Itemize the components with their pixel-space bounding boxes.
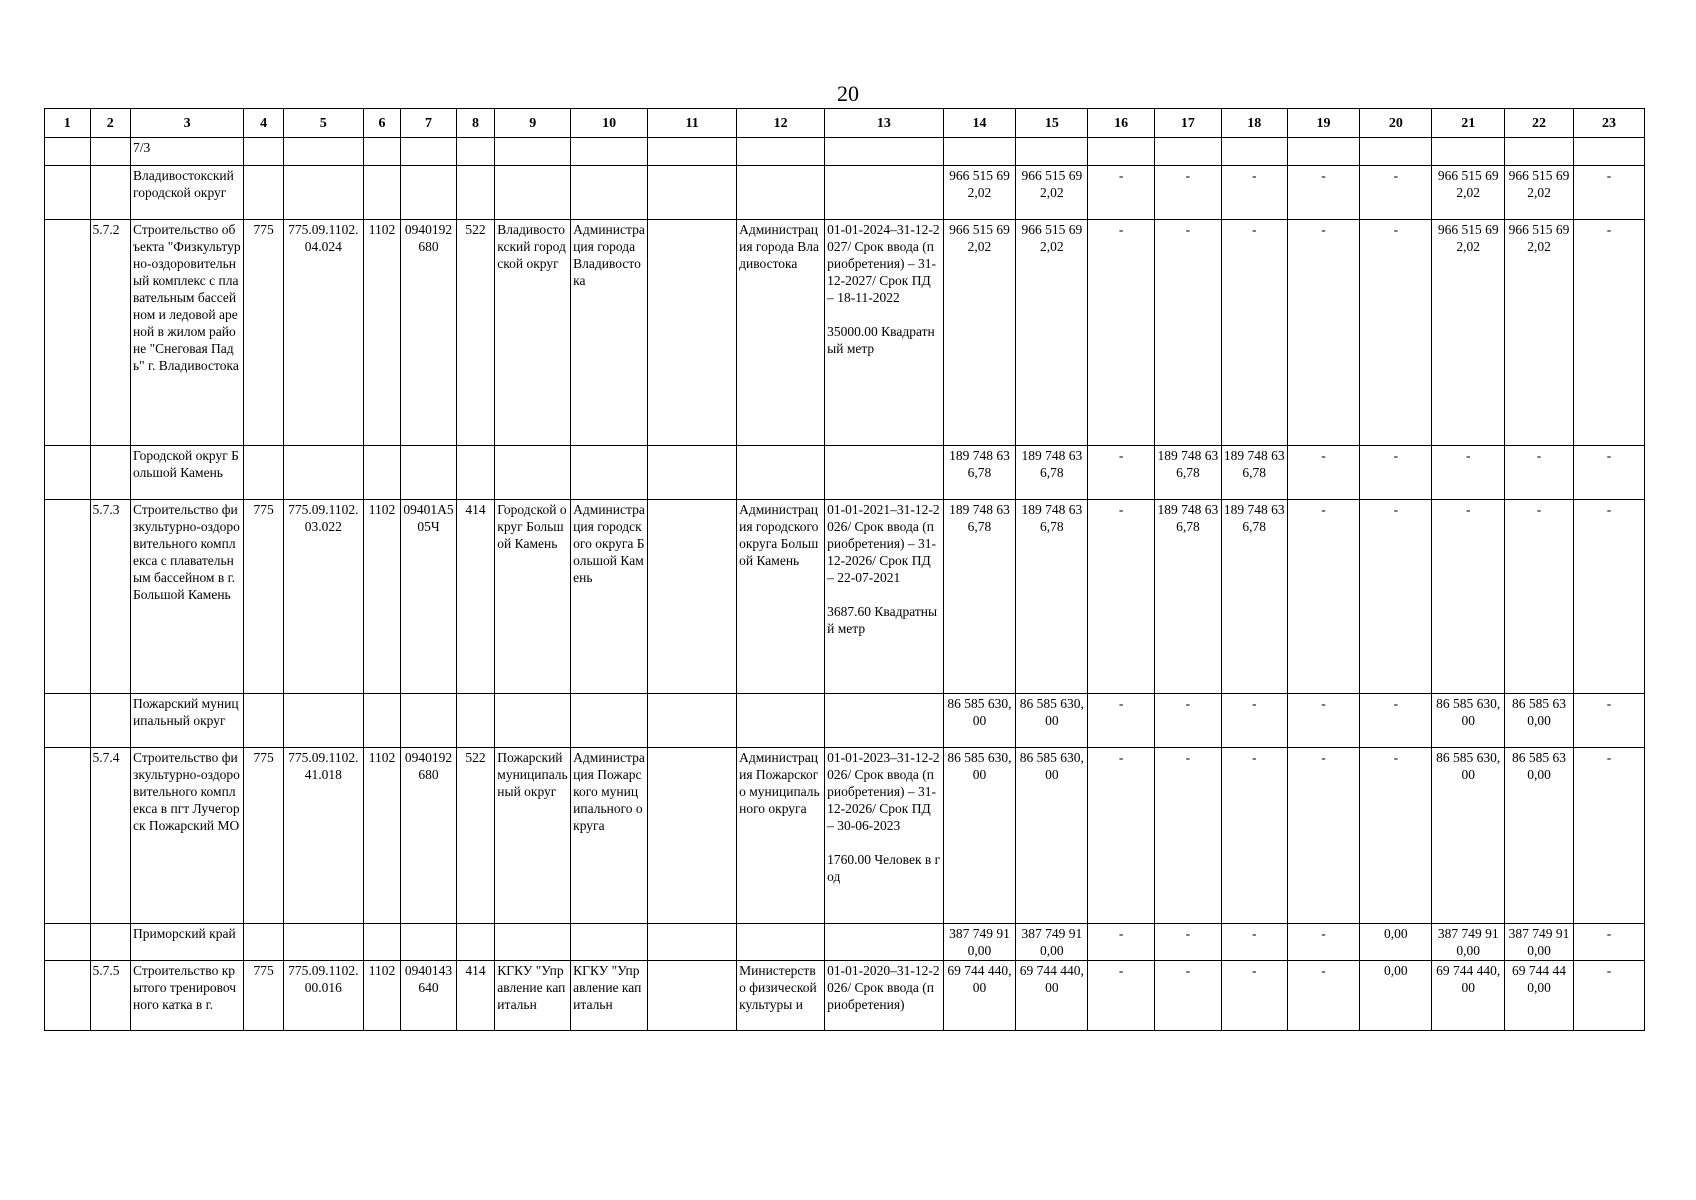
cell-r4-c3: Городской округ Большой Камень [131, 446, 244, 500]
cell-r9-c22: 69 744 440,00 [1505, 961, 1574, 1031]
cell-r2-c20: - [1360, 166, 1432, 220]
cell-r5-c6: 1102 [363, 500, 400, 694]
cell-r6-c11 [648, 694, 737, 748]
cell-r8-c20: 0,00 [1360, 924, 1432, 961]
cell-r3-c20: - [1360, 220, 1432, 446]
cell-r2-c11 [648, 166, 737, 220]
cell-r4-c22: - [1505, 446, 1574, 500]
cell-r4-c13 [825, 446, 943, 500]
column-header-18: 18 [1221, 109, 1287, 138]
cell-r6-c10 [571, 694, 648, 748]
cell-r8-c18: - [1221, 924, 1287, 961]
column-header-17: 17 [1155, 109, 1222, 138]
cell-r3-c14: 966 515 692,02 [943, 220, 1016, 446]
cell-r9-c10: КГКУ "Управление капитальн [571, 961, 648, 1031]
column-header-11: 11 [648, 109, 737, 138]
cell-r9-c18: - [1221, 961, 1287, 1031]
column-header-3: 3 [131, 109, 244, 138]
cell-r5-c9: Городской округ Большой Камень [495, 500, 571, 694]
cell-r7-c2: 5.7.4 [90, 748, 130, 924]
cell-r5-c12: Администрация городского округа Большой Камень [737, 500, 825, 694]
cell-r1-c1 [45, 138, 91, 166]
cell-r7-c17: - [1155, 748, 1222, 924]
cell-r6-c21: 86 585 630,00 [1432, 694, 1505, 748]
cell-r7-c9: Пожарский муниципальный округ [495, 748, 571, 924]
cell-r9-c23: - [1573, 961, 1644, 1031]
cell-r8-c21: 387 749 910,00 [1432, 924, 1505, 961]
column-header-20: 20 [1360, 109, 1432, 138]
cell-r7-c7: 0940192680 [401, 748, 457, 924]
cell-r1-c4 [244, 138, 283, 166]
cell-r4-c18: 189 748 636,78 [1221, 446, 1287, 500]
cell-r5-c16: - [1088, 500, 1155, 694]
cell-r7-c6: 1102 [363, 748, 400, 924]
cell-r8-c8 [456, 924, 494, 961]
cell-r9-c1 [45, 961, 91, 1031]
cell-r4-c20: - [1360, 446, 1432, 500]
cell-r1-c18 [1221, 138, 1287, 166]
cell-r8-c11 [648, 924, 737, 961]
cell-r7-c10: Администрация Пожарского муниципального округа [571, 748, 648, 924]
cell-r9-c14: 69 744 440,00 [943, 961, 1016, 1031]
column-header-22: 22 [1505, 109, 1574, 138]
cell-r5-c22: - [1505, 500, 1574, 694]
cell-r1-c3: 7/3 [131, 138, 244, 166]
cell-r8-c17: - [1155, 924, 1222, 961]
cell-r4-c12 [737, 446, 825, 500]
cell-r2-c5 [283, 166, 363, 220]
column-header-13: 13 [825, 109, 943, 138]
cell-r6-c6 [363, 694, 400, 748]
column-header-4: 4 [244, 109, 283, 138]
cell-r3-c6: 1102 [363, 220, 400, 446]
cell-r1-c2 [90, 138, 130, 166]
cell-r6-c12 [737, 694, 825, 748]
table-body [45, 138, 1645, 1031]
cell-r2-c19: - [1287, 166, 1360, 220]
cell-r7-c8: 522 [456, 748, 494, 924]
column-header-8: 8 [456, 109, 494, 138]
cell-r9-c8: 414 [456, 961, 494, 1031]
cell-r4-c16: - [1088, 446, 1155, 500]
cell-r6-c7 [401, 694, 457, 748]
cell-r6-c4 [244, 694, 283, 748]
cell-r6-c19: - [1287, 694, 1360, 748]
cell-r4-c2 [90, 446, 130, 500]
cell-r7-c16: - [1088, 748, 1155, 924]
cell-r9-c13: 01-01-2020–31-12-2026/ Срок ввода (приобретения) [825, 961, 943, 1031]
cell-r6-c9 [495, 694, 571, 748]
cell-r2-c23: - [1573, 166, 1644, 220]
cell-r9-c16: - [1088, 961, 1155, 1031]
cell-r6-c5 [283, 694, 363, 748]
cell-r3-c13: 01-01-2024–31-12-2027/ Срок ввода (приобретения) – 31-12-2027/ Срок ПД – 18-11-2022 35000.00 Квадратный метр [825, 220, 943, 446]
cell-r4-c19: - [1287, 446, 1360, 500]
cell-r8-c9 [495, 924, 571, 961]
cell-r9-c5: 775.09.1102.00.016 [283, 961, 363, 1031]
cell-r2-c15: 966 515 692,02 [1016, 166, 1088, 220]
cell-r1-c21 [1432, 138, 1505, 166]
cell-r9-c2: 5.7.5 [90, 961, 130, 1031]
column-header-16: 16 [1088, 109, 1155, 138]
cell-r5-c17: 189 748 636,78 [1155, 500, 1222, 694]
cell-r5-c4: 775 [244, 500, 283, 694]
cell-r7-c22: 86 585 630,00 [1505, 748, 1574, 924]
cell-r7-c3: Строительство физкультурно-оздоровительного комплекса в пгт Лучегорск Пожарский МО [131, 748, 244, 924]
cell-r3-c10: Администрация города Владивостока [571, 220, 648, 446]
cell-r6-c14: 86 585 630,00 [943, 694, 1016, 748]
cell-r7-c1 [45, 748, 91, 924]
cell-r5-c1 [45, 500, 91, 694]
cell-r6-c15: 86 585 630,00 [1016, 694, 1088, 748]
cell-r2-c8 [456, 166, 494, 220]
cell-r2-c7 [401, 166, 457, 220]
cell-r3-c5: 775.09.1102.04.024 [283, 220, 363, 446]
cell-r2-c18: - [1221, 166, 1287, 220]
cell-r1-c15 [1016, 138, 1088, 166]
cell-r6-c1 [45, 694, 91, 748]
cell-r3-c15: 966 515 692,02 [1016, 220, 1088, 446]
column-header-21: 21 [1432, 109, 1505, 138]
cell-r5-c7: 09401А505Ч [401, 500, 457, 694]
cell-r5-c14: 189 748 636,78 [943, 500, 1016, 694]
cell-r3-c3: Строительство объекта "Физкультурно-оздоровительный комплекс с плавательным бассейном и ледовой ареной в жилом районе "Снеговая Падь" г. Владивостока [131, 220, 244, 446]
column-header-5: 5 [283, 109, 363, 138]
cell-r8-c2 [90, 924, 130, 961]
cell-r7-c14: 86 585 630,00 [943, 748, 1016, 924]
cell-r9-c11 [648, 961, 737, 1031]
cell-r8-c19: - [1287, 924, 1360, 961]
cell-r2-c10 [571, 166, 648, 220]
cell-r1-c8 [456, 138, 494, 166]
cell-r1-c17 [1155, 138, 1222, 166]
cell-r6-c23: - [1573, 694, 1644, 748]
cell-r2-c6 [363, 166, 400, 220]
cell-r5-c15: 189 748 636,78 [1016, 500, 1088, 694]
cell-r8-c7 [401, 924, 457, 961]
cell-r1-c22 [1505, 138, 1574, 166]
cell-r2-c9 [495, 166, 571, 220]
column-header-14: 14 [943, 109, 1016, 138]
cell-r7-c18: - [1221, 748, 1287, 924]
cell-r2-c1 [45, 166, 91, 220]
cell-r3-c12: Администрация города Владивостока [737, 220, 825, 446]
cell-r7-c11 [648, 748, 737, 924]
item-row [45, 961, 1645, 1031]
cell-r3-c23: - [1573, 220, 1644, 446]
cell-r5-c23: - [1573, 500, 1644, 694]
cell-r1-c11 [648, 138, 737, 166]
group-row [45, 924, 1645, 961]
cell-r8-c4 [244, 924, 283, 961]
cell-r7-c13: 01-01-2023–31-12-2026/ Срок ввода (приобретения) – 31-12-2026/ Срок ПД – 30-06-2023 1760.00 Человек в год [825, 748, 943, 924]
cell-r7-c4: 775 [244, 748, 283, 924]
cell-r9-c12: Министерство физической культуры и [737, 961, 825, 1031]
cell-r9-c20: 0,00 [1360, 961, 1432, 1031]
cell-r1-c20 [1360, 138, 1432, 166]
header-row [45, 109, 1645, 138]
cell-r1-c13 [825, 138, 943, 166]
cell-r3-c19: - [1287, 220, 1360, 446]
cell-r3-c22: 966 515 692,02 [1505, 220, 1574, 446]
cell-r6-c18: - [1221, 694, 1287, 748]
cell-r3-c2: 5.7.2 [90, 220, 130, 446]
item-row [45, 220, 1645, 446]
cell-r7-c12: Администрация Пожарского муниципального округа [737, 748, 825, 924]
cell-r7-c20: - [1360, 748, 1432, 924]
cell-r8-c5 [283, 924, 363, 961]
cell-r8-c13 [825, 924, 943, 961]
cell-r4-c21: - [1432, 446, 1505, 500]
cell-r4-c15: 189 748 636,78 [1016, 446, 1088, 500]
column-header-6: 6 [363, 109, 400, 138]
cell-r6-c20: - [1360, 694, 1432, 748]
cell-r3-c4: 775 [244, 220, 283, 446]
cell-r2-c21: 966 515 692,02 [1432, 166, 1505, 220]
cell-r1-c10 [571, 138, 648, 166]
cell-r3-c7: 0940192680 [401, 220, 457, 446]
cell-r6-c2 [90, 694, 130, 748]
item-row [45, 500, 1645, 694]
cell-r2-c2 [90, 166, 130, 220]
cell-r9-c19: - [1287, 961, 1360, 1031]
group-row [45, 694, 1645, 748]
cell-r1-c23 [1573, 138, 1644, 166]
cell-r9-c6: 1102 [363, 961, 400, 1031]
cell-r2-c16: - [1088, 166, 1155, 220]
cell-r5-c18: 189 748 636,78 [1221, 500, 1287, 694]
cell-r7-c19: - [1287, 748, 1360, 924]
cell-r9-c3: Строительство крытого тренировочного катка в г. [131, 961, 244, 1031]
cell-r1-c16 [1088, 138, 1155, 166]
cell-r3-c8: 522 [456, 220, 494, 446]
cell-r7-c15: 86 585 630,00 [1016, 748, 1088, 924]
cell-r8-c22: 387 749 910,00 [1505, 924, 1574, 961]
cell-r5-c2: 5.7.3 [90, 500, 130, 694]
cell-r4-c7 [401, 446, 457, 500]
cell-r1-c9 [495, 138, 571, 166]
cell-r6-c13 [825, 694, 943, 748]
cell-r4-c8 [456, 446, 494, 500]
cell-r2-c12 [737, 166, 825, 220]
cell-r8-c23: - [1573, 924, 1644, 961]
cell-r5-c21: - [1432, 500, 1505, 694]
cell-r2-c4 [244, 166, 283, 220]
cell-r9-c7: 0940143640 [401, 961, 457, 1031]
page-number: 20 [837, 81, 859, 106]
cell-r4-c11 [648, 446, 737, 500]
cell-r3-c11 [648, 220, 737, 446]
cell-r5-c19: - [1287, 500, 1360, 694]
cell-r4-c6 [363, 446, 400, 500]
cell-r3-c9: Владивостокский городской округ [495, 220, 571, 446]
cell-r9-c9: КГКУ "Управление капитальн [495, 961, 571, 1031]
continuation-row [45, 138, 1645, 166]
cell-r5-c3: Строительство физкультурно-оздоровительного комплекса с плавательным бассейном в г. Большой Камень [131, 500, 244, 694]
column-header-10: 10 [571, 109, 648, 138]
cell-r1-c19 [1287, 138, 1360, 166]
cell-r3-c1 [45, 220, 91, 446]
cell-r3-c16: - [1088, 220, 1155, 446]
cell-r8-c16: - [1088, 924, 1155, 961]
cell-r1-c6 [363, 138, 400, 166]
cell-r7-c5: 775.09.1102.41.018 [283, 748, 363, 924]
cell-r2-c17: - [1155, 166, 1222, 220]
cell-r1-c7 [401, 138, 457, 166]
cell-r4-c23: - [1573, 446, 1644, 500]
column-header-7: 7 [401, 109, 457, 138]
cell-r7-c21: 86 585 630,00 [1432, 748, 1505, 924]
cell-r9-c21: 69 744 440,00 [1432, 961, 1505, 1031]
cell-r8-c12 [737, 924, 825, 961]
cell-r1-c12 [737, 138, 825, 166]
group-row [45, 446, 1645, 500]
column-header-1: 1 [45, 109, 91, 138]
cell-r8-c1 [45, 924, 91, 961]
cell-r8-c6 [363, 924, 400, 961]
column-header-12: 12 [737, 109, 825, 138]
cell-r8-c3: Приморский край [131, 924, 244, 961]
cell-r8-c15: 387 749 910,00 [1016, 924, 1088, 961]
column-header-9: 9 [495, 109, 571, 138]
cell-r4-c5 [283, 446, 363, 500]
cell-r2-c14: 966 515 692,02 [943, 166, 1016, 220]
cell-r8-c14: 387 749 910,00 [943, 924, 1016, 961]
cell-r2-c3: Владивостокский городской округ [131, 166, 244, 220]
group-row [45, 166, 1645, 220]
cell-r9-c15: 69 744 440,00 [1016, 961, 1088, 1031]
cell-r5-c10: Администрация городского округа Большой Камень [571, 500, 648, 694]
cell-r2-c13 [825, 166, 943, 220]
cell-r6-c22: 86 585 630,00 [1505, 694, 1574, 748]
cell-r3-c21: 966 515 692,02 [1432, 220, 1505, 446]
cell-r1-c14 [943, 138, 1016, 166]
cell-r4-c14: 189 748 636,78 [943, 446, 1016, 500]
column-header-23: 23 [1573, 109, 1644, 138]
column-header-15: 15 [1016, 109, 1088, 138]
cell-r5-c5: 775.09.1102.03.022 [283, 500, 363, 694]
cell-r2-c22: 966 515 692,02 [1505, 166, 1574, 220]
cell-r4-c4 [244, 446, 283, 500]
cell-r7-c23: - [1573, 748, 1644, 924]
cell-r5-c13: 01-01-2021–31-12-2026/ Срок ввода (приобретения) – 31-12-2026/ Срок ПД – 22-07-2021 3687.60 Квадратный метр [825, 500, 943, 694]
column-header-19: 19 [1287, 109, 1360, 138]
cell-r9-c4: 775 [244, 961, 283, 1031]
column-header-2: 2 [90, 109, 130, 138]
cell-r5-c20: - [1360, 500, 1432, 694]
cell-r6-c8 [456, 694, 494, 748]
cell-r5-c8: 414 [456, 500, 494, 694]
cell-r1-c5 [283, 138, 363, 166]
cell-r3-c18: - [1221, 220, 1287, 446]
cell-r8-c10 [571, 924, 648, 961]
cell-r6-c16: - [1088, 694, 1155, 748]
cell-r6-c3: Пожарский муниципальный округ [131, 694, 244, 748]
cell-r4-c1 [45, 446, 91, 500]
cell-r4-c17: 189 748 636,78 [1155, 446, 1222, 500]
cell-r6-c17: - [1155, 694, 1222, 748]
cell-r4-c9 [495, 446, 571, 500]
cell-r9-c17: - [1155, 961, 1222, 1031]
budget-table [44, 108, 1645, 1031]
item-row [45, 748, 1645, 924]
cell-r3-c17: - [1155, 220, 1222, 446]
cell-r5-c11 [648, 500, 737, 694]
cell-r4-c10 [571, 446, 648, 500]
